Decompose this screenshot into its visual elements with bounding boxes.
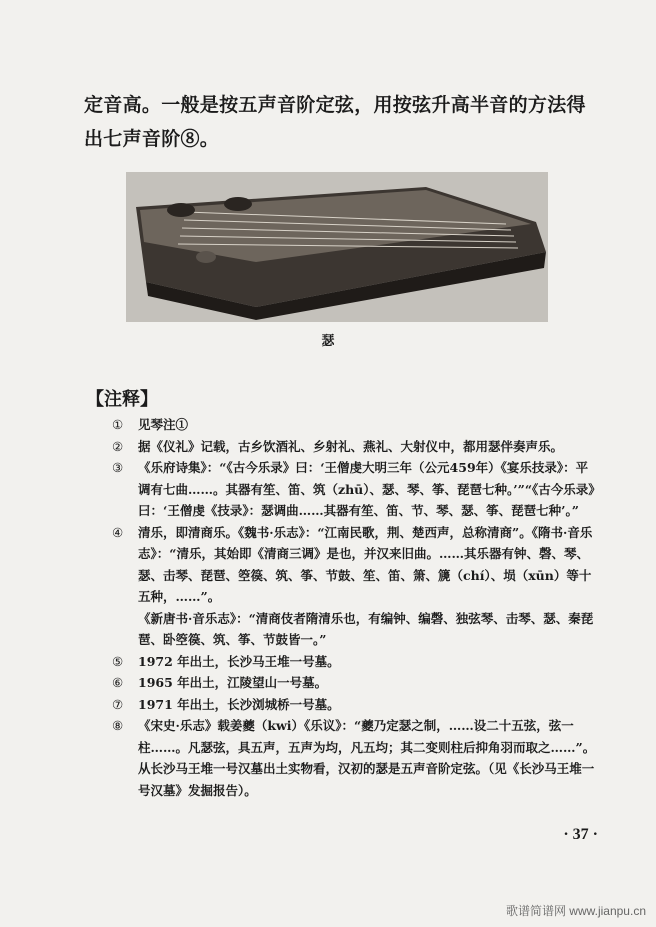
note-text: 见琴注① [138, 417, 189, 432]
note-text: 从长沙马王堆一号汉墓出土实物看，汉初的瑟是五声音阶定弦。（见《长沙马王堆一号汉墓》发掘报告）。 [138, 761, 595, 798]
notes-list [112, 414, 600, 801]
body-paragraph: 定音高。一般是按五声音阶定弦，用按弦升高半音的方法得出七声音阶⑧。 [84, 94, 586, 150]
note-text: 1971 年出土，长沙浏城桥一号墓。 [138, 696, 340, 712]
note-text: 据《仪礼》记载，古乡饮酒礼、乡射礼、燕礼、大射仪中，都用瑟伴奏声乐。 [138, 438, 564, 454]
note-item [112, 436, 600, 458]
note-number: ⑧ [112, 718, 124, 733]
note-text: 清乐，即清商乐。《魏书·乐志》：“江南民歌，荆、楚西声，总称清商”。《隋书·音乐志》：“清乐，其始即《清商三调》是也，并汉来旧曲。……其乐器有钟、磬、琴、瑟、击琴、琵琶、箜篌、筑、筝、节鼓、笙、笛、箫、篪（chí）、埙（xūn）等十五种，……”。 [138, 524, 593, 604]
note-item [112, 414, 600, 436]
note-text: 《宋史·乐志》载姜夔（kwi）《乐议》：“夔乃定瑟之制，……设二十五弦，弦一柱……。凡瑟弦，具五声，五声为均，凡五均；其二变则柱后抑角羽而取之……”。 [138, 718, 596, 755]
se-instrument-photo [126, 172, 548, 322]
note-number: ⑤ [112, 653, 124, 669]
note-item [112, 457, 600, 522]
note-text: 《乐府诗集》：“《古今乐录》曰：‘王僧虔大明三年（公元459年）《宴乐技录》：平调有七曲……。其器有笙、笛、筑（zhū）、瑟、琴、筝、琵琶七种。’”“《古今乐录》曰：‘王僧虔《技录》：瑟调曲……其器有笙、笛、节、琴、瑟、筝、琵琶七种’。” [138, 460, 595, 518]
note-number: ⑥ [112, 675, 124, 690]
note-item [112, 694, 600, 716]
note-item [112, 522, 600, 651]
note-item [112, 651, 600, 673]
note-text: 1965 年出土，江陵望山一号墓。 [138, 675, 328, 690]
note-text: 1972 年出土，长沙马王堆一号墓。 [138, 653, 340, 669]
note-number: ⑦ [112, 696, 124, 712]
figure-caption: 瑟 [321, 334, 335, 349]
site-watermark: 歌谱简谱网 www.jianpu.cn [505, 904, 646, 918]
note-item [112, 672, 600, 694]
note-item [112, 715, 600, 801]
note-text: 《新唐书·音乐志》：“清商伎者隋清乐也，有编钟、编磬、独弦琴、击琴、瑟、秦琵琶、卧箜篌、筑、筝、节鼓皆一。” [138, 610, 594, 647]
note-number: ④ [112, 524, 124, 540]
note-number: ③ [112, 460, 124, 475]
note-number: ① [112, 417, 124, 432]
notes-heading: 【注释】 [86, 389, 158, 410]
note-number: ② [112, 438, 124, 454]
page-number: · 37 · [563, 826, 598, 843]
